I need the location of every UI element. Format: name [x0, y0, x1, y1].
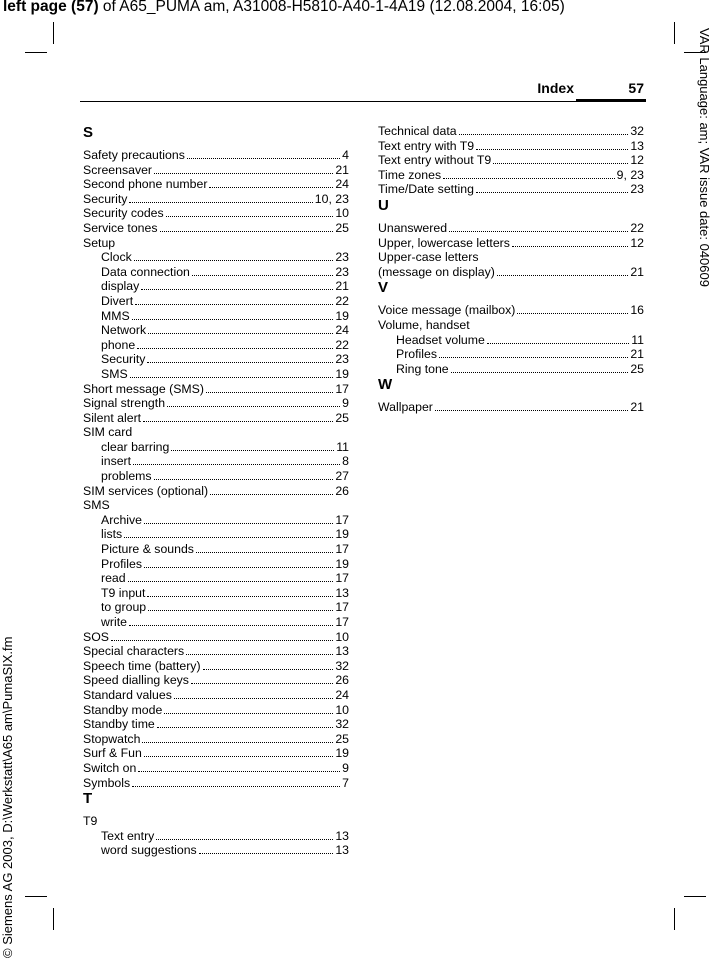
entry-page: 9, 23 [616, 167, 644, 182]
crop-mark [674, 22, 675, 44]
entry-page: 16 [630, 303, 644, 318]
index-entry [83, 746, 349, 761]
entry-page: 21 [335, 162, 349, 177]
entry-label: Service tones [83, 220, 158, 235]
index-subentry [83, 323, 349, 338]
entry-page: 17 [335, 512, 349, 527]
index-subentry [83, 843, 349, 858]
entry-page: 19 [335, 308, 349, 323]
entry-label: Divert [101, 293, 134, 308]
dot-leader [209, 187, 333, 188]
index-entry [378, 221, 644, 236]
entry-label: Clock [101, 250, 132, 265]
dot-leader [476, 149, 628, 150]
dot-leader [210, 494, 333, 495]
entry-page: 10, 23 [314, 191, 349, 206]
entry-label: SOS [83, 629, 109, 644]
entry-label: problems [101, 469, 152, 484]
index-entry [378, 236, 644, 251]
dot-leader [192, 275, 333, 276]
entry-page: 8 [342, 454, 349, 469]
dot-leader [148, 333, 333, 334]
index-entry [83, 163, 349, 178]
dot-leader [166, 216, 334, 217]
index-entry [378, 182, 644, 197]
entry-label: Symbols [83, 775, 131, 790]
entry-label: SIM services (optional) [83, 483, 209, 498]
entry-page: 13 [630, 138, 644, 153]
entry-page: 4 [342, 148, 349, 162]
index-entry [83, 484, 349, 499]
entry-page: 21 [630, 400, 644, 415]
index-subentry [83, 586, 349, 601]
entry-page: 19 [335, 527, 349, 542]
entry-page: 10 [335, 629, 349, 644]
entry-page: 22 [335, 337, 349, 352]
crop-mark [25, 896, 47, 897]
entry-label: Standby mode [83, 702, 163, 717]
crop-mark [684, 896, 706, 897]
entry-label: display [101, 279, 140, 294]
dot-leader [133, 464, 340, 465]
index-entry [378, 303, 644, 318]
dot-leader [143, 421, 333, 422]
entry-label: (message on display) [378, 264, 495, 279]
index-subentry [83, 265, 349, 280]
crop-mark [25, 52, 47, 53]
entry-page: 26 [335, 483, 349, 498]
entry-page: 17 [335, 381, 349, 396]
dot-leader [129, 202, 312, 203]
dot-leader [517, 313, 628, 314]
entry-page: 24 [335, 687, 349, 702]
dot-leader [147, 596, 333, 597]
index-heading: SIM card [83, 425, 133, 440]
entry-page: 25 [335, 410, 349, 425]
index-entry [83, 206, 349, 221]
dot-leader [154, 479, 334, 480]
entry-page: 10 [335, 702, 349, 717]
dot-leader [132, 319, 334, 320]
index-entry [378, 265, 644, 280]
entry-page: 24 [335, 177, 349, 192]
dot-leader [487, 343, 629, 344]
index-heading: Volume, handset [378, 317, 470, 332]
entry-label: Signal strength [83, 396, 166, 411]
entry-label: Text entry without T9 [378, 153, 492, 168]
entry-label: Text entry with T9 [378, 138, 475, 153]
entry-page: 9 [342, 760, 349, 775]
entry-label: Data connection [101, 264, 190, 279]
index-subentry [83, 454, 349, 469]
index-letter: U [378, 196, 389, 214]
entry-label: insert [101, 454, 132, 469]
index-entry [83, 761, 349, 776]
index-entry [378, 124, 644, 139]
dot-leader [191, 683, 333, 684]
index-entry [83, 382, 349, 397]
entry-label: lists [101, 527, 123, 542]
index-subentry [83, 513, 349, 528]
entry-label: Profiles [396, 347, 438, 362]
page-label: left page (57) [3, 0, 99, 15]
index-column-left [83, 124, 349, 858]
entry-label: Unanswered [378, 220, 448, 235]
entry-label: Short message (SMS) [83, 381, 204, 396]
entry-page: 19 [335, 366, 349, 381]
dot-leader [206, 392, 333, 393]
index-entry [378, 153, 644, 168]
dot-leader [171, 450, 334, 451]
index-subentry [378, 347, 644, 362]
dot-leader [142, 742, 333, 743]
entry-label: Text entry [101, 828, 155, 843]
entry-page: 13 [335, 585, 349, 600]
entry-page: 23 [630, 182, 644, 197]
index-entry [83, 732, 349, 747]
dot-leader [443, 178, 615, 179]
index-entry [83, 192, 349, 207]
dot-leader [156, 839, 333, 840]
entry-label: clear barring [101, 439, 170, 454]
entry-page: 22 [335, 293, 349, 308]
entry-page: 13 [335, 828, 349, 843]
index-subentry [83, 527, 349, 542]
entry-page: 17 [335, 571, 349, 586]
entry-page: 26 [335, 673, 349, 688]
dot-leader [144, 523, 333, 524]
index-entry [378, 400, 644, 415]
entry-label: Archive [101, 512, 143, 527]
index-entry [83, 776, 349, 791]
dot-leader [135, 304, 333, 305]
entry-page: 7 [342, 775, 349, 790]
dot-leader [167, 406, 340, 407]
dot-leader [138, 771, 340, 772]
index-entry [83, 411, 349, 426]
page-number: 57 [628, 80, 644, 96]
dot-leader [129, 625, 333, 626]
entry-page: 10 [335, 206, 349, 221]
index-heading: Upper-case letters [378, 250, 479, 265]
index-subentry [83, 542, 349, 557]
index-entry [83, 396, 349, 411]
entry-label: write [101, 615, 127, 629]
entry-page: 19 [335, 746, 349, 761]
entry-page: 22 [630, 220, 644, 235]
entry-label: MMS [101, 308, 130, 323]
dot-leader [111, 640, 333, 641]
dot-leader [148, 610, 333, 611]
entry-page: 19 [335, 556, 349, 571]
copyright-note: © Siemens AG 2003, D:\Werkstatt\A65 am\PumaSIX.fm [0, 636, 15, 958]
entry-label: Standard values [83, 687, 172, 702]
entry-label: Standby time [83, 717, 155, 732]
entry-page: 12 [630, 153, 644, 168]
entry-label: Security [83, 191, 128, 206]
crop-mark [53, 908, 54, 930]
entry-page: 21 [335, 279, 349, 294]
entry-page: 9 [342, 396, 349, 411]
entry-page: 25 [630, 361, 644, 376]
index-subentry [83, 279, 349, 294]
entry-label: SMS [101, 366, 128, 381]
document-info-line [3, 0, 565, 16]
entry-label: Upper, lowercase letters [378, 235, 510, 250]
dot-leader [124, 537, 333, 538]
index-subentry [83, 829, 349, 844]
index-subentry [83, 615, 349, 630]
dot-leader [196, 552, 333, 553]
entry-page: 32 [335, 717, 349, 732]
entry-label: Surf & Fun [83, 746, 142, 761]
index-letter: V [378, 279, 389, 297]
dot-leader [435, 410, 628, 411]
dot-leader [187, 158, 340, 159]
dot-leader [144, 756, 334, 757]
index-subentry [83, 294, 349, 309]
entry-page: 12 [630, 235, 644, 250]
index-subentry [83, 571, 349, 586]
entry-label: Speed dialling keys [83, 673, 189, 688]
entry-page: 23 [335, 352, 349, 367]
page-header [80, 80, 646, 102]
index-subentry [83, 440, 349, 455]
index-letter: S [83, 124, 94, 141]
dot-leader [476, 192, 628, 193]
entry-page: 25 [335, 220, 349, 235]
index-entry [83, 148, 349, 163]
entry-label: Safety precautions [83, 148, 185, 162]
entry-label: Special characters [83, 644, 185, 659]
dot-leader [199, 853, 334, 854]
entry-label: Wallpaper [378, 400, 433, 415]
index-subentry [83, 469, 349, 484]
dot-leader [160, 231, 334, 232]
index-subentry [378, 362, 644, 377]
entry-page: 24 [335, 323, 349, 338]
index-subentry [83, 557, 349, 572]
entry-label: word suggestions [101, 843, 197, 858]
entry-page: 32 [335, 658, 349, 673]
entry-label: Network [101, 323, 147, 338]
entry-label: Profiles [101, 556, 143, 571]
index-heading: SMS [83, 498, 110, 513]
entry-page: 13 [335, 843, 349, 858]
index-subentry [83, 250, 349, 265]
index-entry [378, 139, 644, 154]
dot-leader [451, 372, 629, 373]
entry-page: 23 [335, 250, 349, 265]
dot-leader [186, 654, 333, 655]
dot-leader [144, 567, 333, 568]
entry-label: Voice message (mailbox) [378, 303, 516, 318]
var-language-note: VAR Language: am; VAR issue date: 040609 [697, 28, 712, 287]
index-subentry [378, 333, 644, 348]
entry-label: Stopwatch [83, 731, 141, 746]
entry-label: Technical data [378, 124, 457, 138]
entry-label: Screensaver [83, 162, 153, 177]
entry-label: Switch on [83, 760, 137, 775]
entry-page: 27 [335, 469, 349, 484]
entry-page: 23 [335, 264, 349, 279]
index-heading: Setup [83, 235, 116, 250]
entry-label: read [101, 571, 126, 586]
index-subentry [83, 600, 349, 615]
entry-label: phone [101, 337, 136, 352]
dot-leader [174, 698, 333, 699]
entry-page: 21 [630, 264, 644, 279]
dot-leader [157, 727, 334, 728]
entry-label: T9 input [101, 585, 146, 600]
entry-page: 32 [630, 124, 644, 138]
entry-page: 11 [631, 332, 644, 347]
index-subentry [83, 309, 349, 324]
crop-mark [53, 22, 54, 44]
entry-label: Headset volume [396, 332, 485, 347]
entry-label: Speech time (battery) [83, 658, 201, 673]
dot-leader [134, 260, 334, 261]
header-rule-thick [576, 99, 646, 102]
entry-page: 25 [335, 731, 349, 746]
header-rule [80, 101, 646, 102]
entry-label: Silent alert [83, 410, 142, 425]
dot-leader [128, 581, 334, 582]
index-entry [83, 659, 349, 674]
dot-leader [164, 713, 333, 714]
index-subentry [83, 367, 349, 382]
entry-label: Security [101, 352, 146, 367]
index-letter: W [378, 376, 393, 394]
index-entry [83, 177, 349, 192]
dot-leader [449, 231, 628, 232]
dot-leader [203, 669, 334, 670]
index-entry [83, 717, 349, 732]
entry-label: to group [101, 600, 147, 615]
crop-mark [674, 908, 675, 930]
entry-label: Second phone number [83, 177, 208, 192]
entry-label: Time/Date setting [378, 182, 474, 197]
dot-leader [141, 289, 333, 290]
entry-label: Security codes [83, 206, 164, 221]
index-column-right [378, 124, 644, 415]
dot-leader [130, 377, 334, 378]
index-entry [83, 673, 349, 688]
index-heading: T9 [83, 814, 98, 829]
entry-page: 17 [335, 600, 349, 615]
index-subentry [83, 352, 349, 367]
index-entry [378, 168, 644, 183]
entry-page: 17 [335, 542, 349, 557]
entry-label: Ring tone [396, 361, 449, 376]
dot-leader [493, 163, 628, 164]
dot-leader [137, 348, 333, 349]
dot-leader [132, 786, 340, 787]
entry-page: 17 [335, 615, 349, 629]
dot-leader [497, 275, 628, 276]
dot-leader [512, 246, 628, 247]
entry-label: Picture & sounds [101, 542, 194, 557]
index-entry [83, 688, 349, 703]
entry-page: 11 [336, 439, 349, 454]
index-entry [83, 644, 349, 659]
index-entry [83, 630, 349, 645]
document-info: of A65_PUMA am, A31008-H5810-A40-1-4A19 (12.08.2004, 16:05) [98, 0, 565, 15]
index-entry [83, 221, 349, 236]
header-title: Index [537, 80, 574, 96]
index-letter: T [83, 790, 93, 808]
dot-leader [147, 362, 333, 363]
entry-page: 21 [630, 347, 644, 362]
entry-label: Time zones [378, 167, 442, 182]
index-subentry [83, 338, 349, 353]
dot-leader [439, 357, 628, 358]
dot-leader [154, 173, 333, 174]
entry-page: 13 [335, 644, 349, 659]
dot-leader [459, 134, 629, 135]
index-entry [83, 703, 349, 718]
